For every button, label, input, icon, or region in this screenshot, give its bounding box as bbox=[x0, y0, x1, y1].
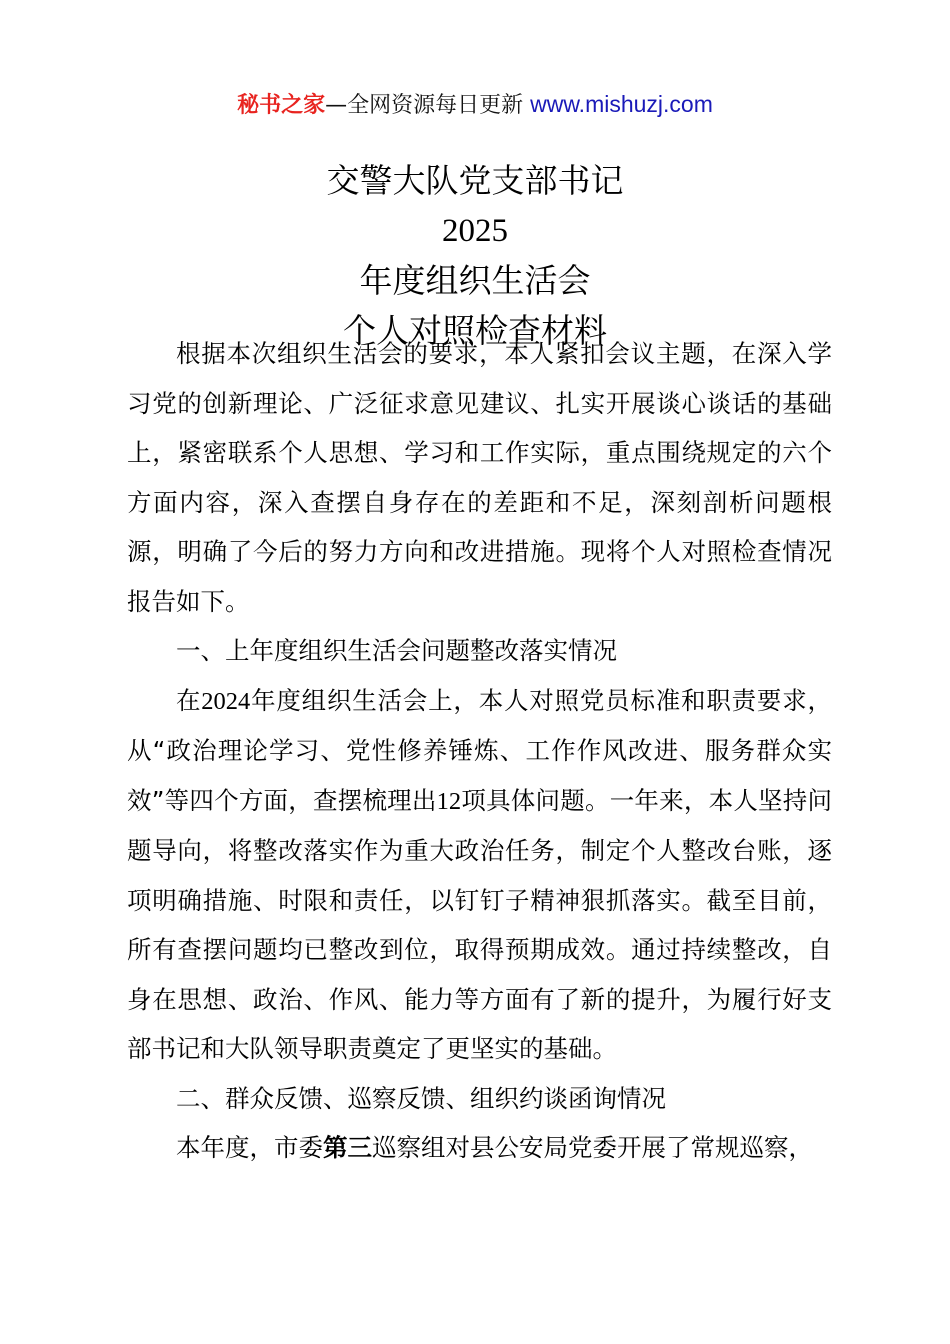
title-line-2: 个人对照检查材料 bbox=[343, 311, 607, 350]
intro-paragraph: 根据本次组织生活会的要求，本人紧扣会议主题，在深入学习党的创新理论、广泛征求意见建议、扎实开展谈心谈话的基础上，紧密联系个人思想、学习和工作实际，重点围绕规定的六个方面内容，深入查摆自身存在的差距和不足，深刻剖析问题根源，明确了今后的努力方向和改进措施。现将个人对照检查情况报告如下。 bbox=[127, 339, 832, 616]
section-1-paragraph: 在2024年度组织生活会上，本人对照党员标准和职责要求，从“政治理论学习、党性修养锤炼、工作作风改进、服务群众实效”等四个方面，查摆梳理出12项具体问题。一年来，本人坚持问题导向，将整改落实作为重大政治任务，制定个人整改台账，逐项明确措施、时限和责任，以钉钉子精神狠抓落实。截至目前，所有查摆问题均已整改到位，取得预期成效。通过持续整改，自身在思想、政治、作风、能力等方面有了新的提升，为履行好支部书记和大队领导职责奠定了更坚实的基础。 bbox=[127, 685, 833, 1063]
document-title bbox=[0, 156, 950, 356]
section-1-heading: 一、上年度组织生活会问题整改落实情况 bbox=[176, 636, 617, 665]
title-line-1: 交警大队党支部书记 2025 年度组织生活会 bbox=[326, 161, 624, 300]
section-2-paragraph: 本年度，市委第三巡察组对县公安局党委开展了常规巡察， bbox=[176, 1133, 813, 1162]
site-url-link[interactable]: www.mishuzj.com bbox=[530, 91, 713, 117]
site-tagline: —全网资源每日更新 bbox=[325, 93, 524, 118]
site-brand: 秘书之家 bbox=[237, 93, 326, 118]
document-body bbox=[127, 329, 832, 1173]
site-header bbox=[0, 86, 950, 124]
section-2-heading: 二、群众反馈、巡察反馈、组织约谈函询情况 bbox=[176, 1083, 666, 1113]
